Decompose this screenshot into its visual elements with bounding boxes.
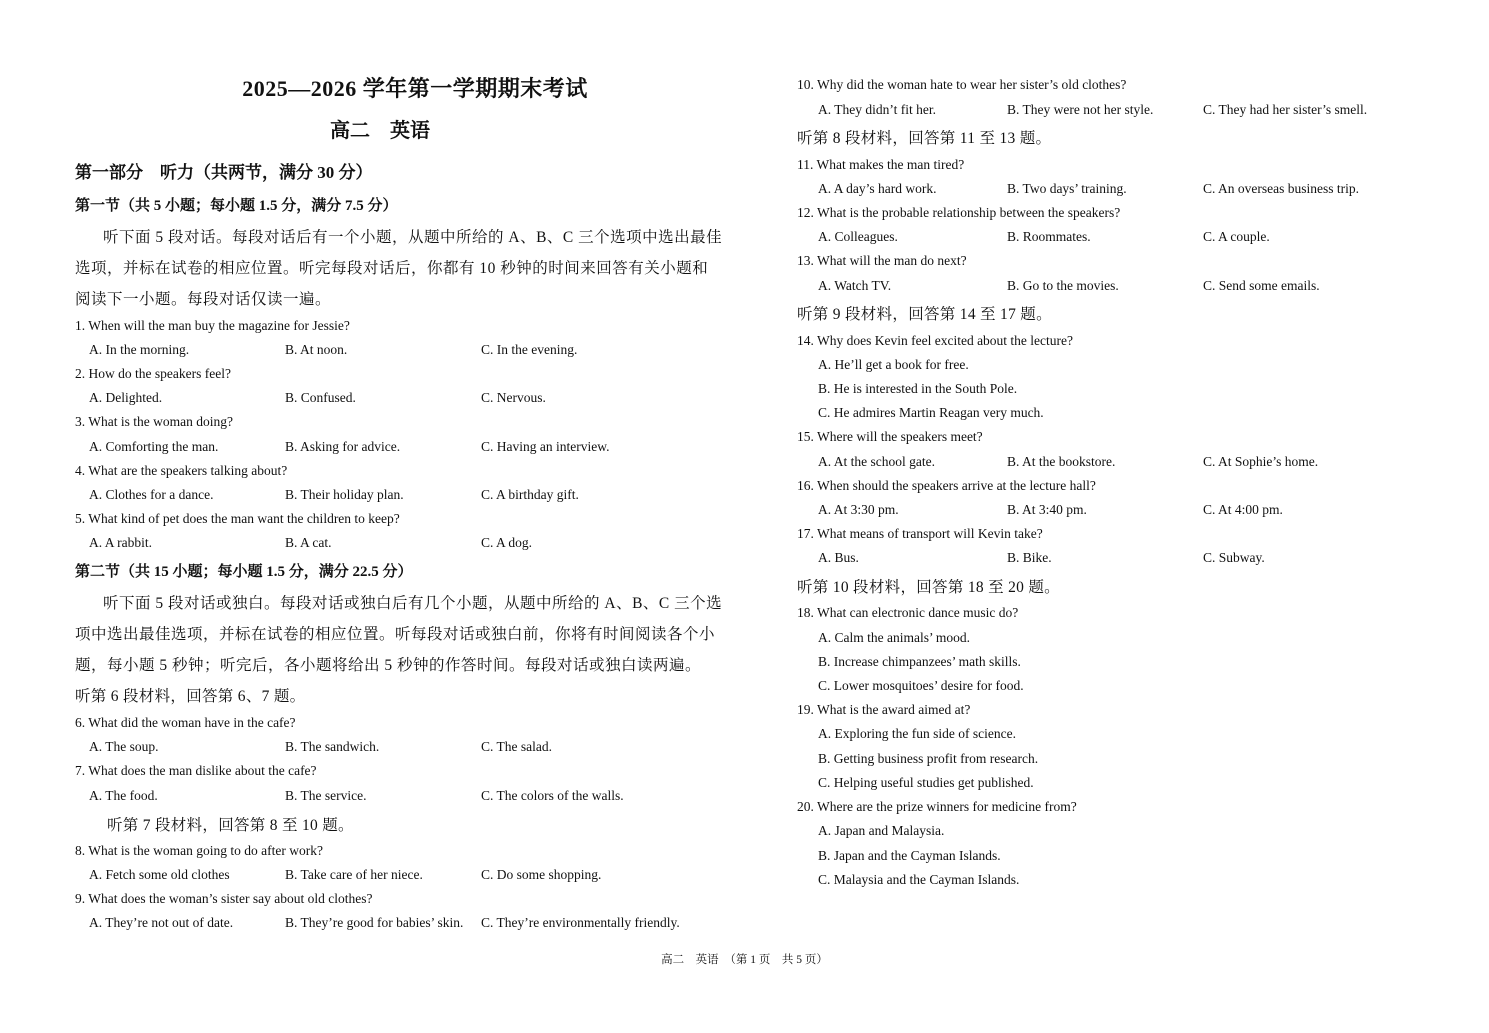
q11-option-b: B. Two days’ training. (1007, 181, 1127, 196)
q12-option-a: A. Colleagues. (818, 229, 898, 244)
q2-option-b: B. Confused. (285, 390, 356, 405)
question-11: 11. What makes the man tired? (797, 157, 965, 172)
q9-option-c: C. They’re environmentally friendly. (481, 915, 680, 930)
q16-option-b: B. At 3:40 pm. (1007, 502, 1087, 517)
section2-para-line1: 听下面 5 段对话或独白。每段对话或独白后有几个小题，从题中所给的 A、B、C 三个选 (103, 595, 723, 612)
q11-option-a: A. A day’s hard work. (818, 181, 937, 196)
q13-option-b: B. Go to the movies. (1007, 278, 1119, 293)
q17-option-c: C. Subway. (1203, 550, 1265, 565)
q8-option-b: B. Take care of her niece. (285, 867, 423, 882)
q14-option-c: C. He admires Martin Reagan very much. (818, 405, 1044, 420)
question-7: 7. What does the man dislike about the cafe? (75, 763, 317, 778)
page-footer: 高二 英语 （第 1 页 共 5 页） (661, 954, 828, 966)
section2-title: 第二节（共 15 小题；每小题 1.5 分，满分 22.5 分） (75, 564, 413, 580)
q1-option-c: C. In the evening. (481, 342, 578, 357)
question-2: 2. How do the speakers feel? (75, 366, 231, 381)
q4-option-b: B. Their holiday plan. (285, 487, 404, 502)
q12-option-b: B. Roommates. (1007, 229, 1091, 244)
q18-option-b: B. Increase chimpanzees’ math skills. (818, 654, 1021, 669)
q6-option-b: B. The sandwich. (285, 739, 380, 754)
q16-option-c: C. At 4:00 pm. (1203, 502, 1283, 517)
q12-option-c: C. A couple. (1203, 229, 1270, 244)
q15-option-c: C. At Sophie’s home. (1203, 454, 1319, 469)
q15-option-b: B. At the bookstore. (1007, 454, 1116, 469)
q1-option-b: B. At noon. (285, 342, 348, 357)
question-12: 12. What is the probable relationship between the speakers? (797, 205, 1121, 220)
section1-title: 第一节（共 5 小题；每小题 1.5 分，满分 7.5 分） (75, 198, 398, 214)
q19-option-b: B. Getting business profit from research. (818, 751, 1039, 766)
q8-option-a: A. Fetch some old clothes (89, 867, 230, 882)
section2-para-line2: 项中选出最佳选项，并标在试卷的相应位置。听每段对话或独白前，你将有时间阅读各个小 (75, 626, 716, 643)
question-3: 3. What is the woman doing? (75, 414, 233, 429)
question-10: 10. Why did the woman hate to wear her sister’s old clothes? (797, 77, 1127, 92)
exam-title: 2025—2026 学年第一学期期末考试 (242, 76, 588, 101)
q10-option-c: C. They had her sister’s smell. (1203, 102, 1368, 117)
question-16: 16. When should the speakers arrive at the lecture hall? (797, 478, 1096, 493)
q5-option-b: B. A cat. (285, 535, 332, 550)
material-10-instruction: 听第 10 段材料，回答第 18 至 20 题。 (797, 579, 1060, 596)
section1-para-line1: 听下面 5 段对话。每段对话后有一个小题，从题中所给的 A、B、C 三个选项中选出最佳 (103, 229, 723, 246)
section1-para-line2: 选项，并标在试卷的相应位置。听完每段对话后，你都有 10 秒钟的时间来回答有关小题和 (75, 260, 709, 277)
question-8: 8. What is the woman going to do after work? (75, 843, 323, 858)
q3-option-b: B. Asking for advice. (285, 439, 401, 454)
q10-option-a: A. They didn’t fit her. (818, 102, 936, 117)
question-19: 19. What is the award aimed at? (797, 702, 971, 717)
q4-option-c: C. A birthday gift. (481, 487, 579, 502)
q7-option-c: C. The colors of the walls. (481, 788, 624, 803)
q5-option-a: A. A rabbit. (89, 535, 152, 550)
question-20: 20. Where are the prize winners for medicine from? (797, 799, 1077, 814)
q19-option-a: A. Exploring the fun side of science. (818, 726, 1016, 741)
question-14: 14. Why does Kevin feel excited about the lecture? (797, 333, 1074, 348)
question-1: 1. When will the man buy the magazine for Jessie? (75, 318, 350, 333)
question-17: 17. What means of transport will Kevin take? (797, 526, 1043, 541)
q11-option-c: C. An overseas business trip. (1203, 181, 1359, 196)
q17-option-b: B. Bike. (1007, 550, 1052, 565)
material-6-instruction: 听第 6 段材料，回答第 6、7 题。 (75, 688, 306, 705)
q7-option-a: A. The food. (89, 788, 158, 803)
q6-option-a: A. The soup. (89, 739, 159, 754)
question-13: 13. What will the man do next? (797, 253, 967, 268)
material-7-instruction: 听第 7 段材料，回答第 8 至 10 题。 (107, 817, 354, 834)
material-8-instruction: 听第 8 段材料，回答第 11 至 13 题。 (797, 130, 1052, 147)
question-15: 15. Where will the speakers meet? (797, 429, 983, 444)
q13-option-c: C. Send some emails. (1203, 278, 1320, 293)
q2-option-a: A. Delighted. (89, 390, 163, 405)
q18-option-a: A. Calm the animals’ mood. (818, 630, 970, 645)
q7-option-b: B. The service. (285, 788, 367, 803)
q10-option-b: B. They were not her style. (1007, 102, 1154, 117)
question-18: 18. What can electronic dance music do? (797, 605, 1019, 620)
q1-option-a: A. In the morning. (89, 342, 190, 357)
question-5: 5. What kind of pet does the man want the children to keep? (75, 511, 400, 526)
q4-option-a: A. Clothes for a dance. (89, 487, 214, 502)
section1-para-line3: 阅读下一小题。每段对话仅读一遍。 (75, 291, 332, 308)
question-6: 6. What did the woman have in the cafe? (75, 715, 296, 730)
q9-option-b: B. They’re good for babies’ skin. (285, 915, 464, 930)
q9-option-a: A. They’re not out of date. (89, 915, 234, 930)
q16-option-a: A. At 3:30 pm. (818, 502, 899, 517)
q17-option-a: A. Bus. (818, 550, 859, 565)
q14-option-b: B. He is interested in the South Pole. (818, 381, 1018, 396)
question-9: 9. What does the woman’s sister say about old clothes? (75, 891, 373, 906)
q3-option-a: A. Comforting the man. (89, 439, 219, 454)
q19-option-c: C. Helping useful studies get published. (818, 775, 1034, 790)
q14-option-a: A. He’ll get a book for free. (818, 357, 969, 372)
q15-option-a: A. At the school gate. (818, 454, 935, 469)
q3-option-c: C. Having an interview. (481, 439, 610, 454)
q8-option-c: C. Do some shopping. (481, 867, 602, 882)
exam-subtitle: 高二 英语 (330, 120, 430, 142)
q2-option-c: C. Nervous. (481, 390, 546, 405)
q13-option-a: A. Watch TV. (818, 278, 892, 293)
q20-option-b: B. Japan and the Cayman Islands. (818, 848, 1001, 863)
section2-para-line3: 题，每小题 5 秒钟；听完后，各小题将给出 5 秒钟的作答时间。每段对话或独白读两遍。 (75, 657, 702, 674)
q6-option-c: C. The salad. (481, 739, 552, 754)
question-4: 4. What are the speakers talking about? (75, 463, 288, 478)
q5-option-c: C. A dog. (481, 535, 533, 550)
q20-option-a: A. Japan and Malaysia. (818, 823, 945, 838)
material-9-instruction: 听第 9 段材料，回答第 14 至 17 题。 (797, 306, 1052, 323)
q20-option-c: C. Malaysia and the Cayman Islands. (818, 872, 1020, 887)
part1-title: 第一部分 听力（共两节，满分 30 分） (75, 163, 373, 182)
q18-option-c: C. Lower mosquitoes’ desire for food. (818, 678, 1024, 693)
